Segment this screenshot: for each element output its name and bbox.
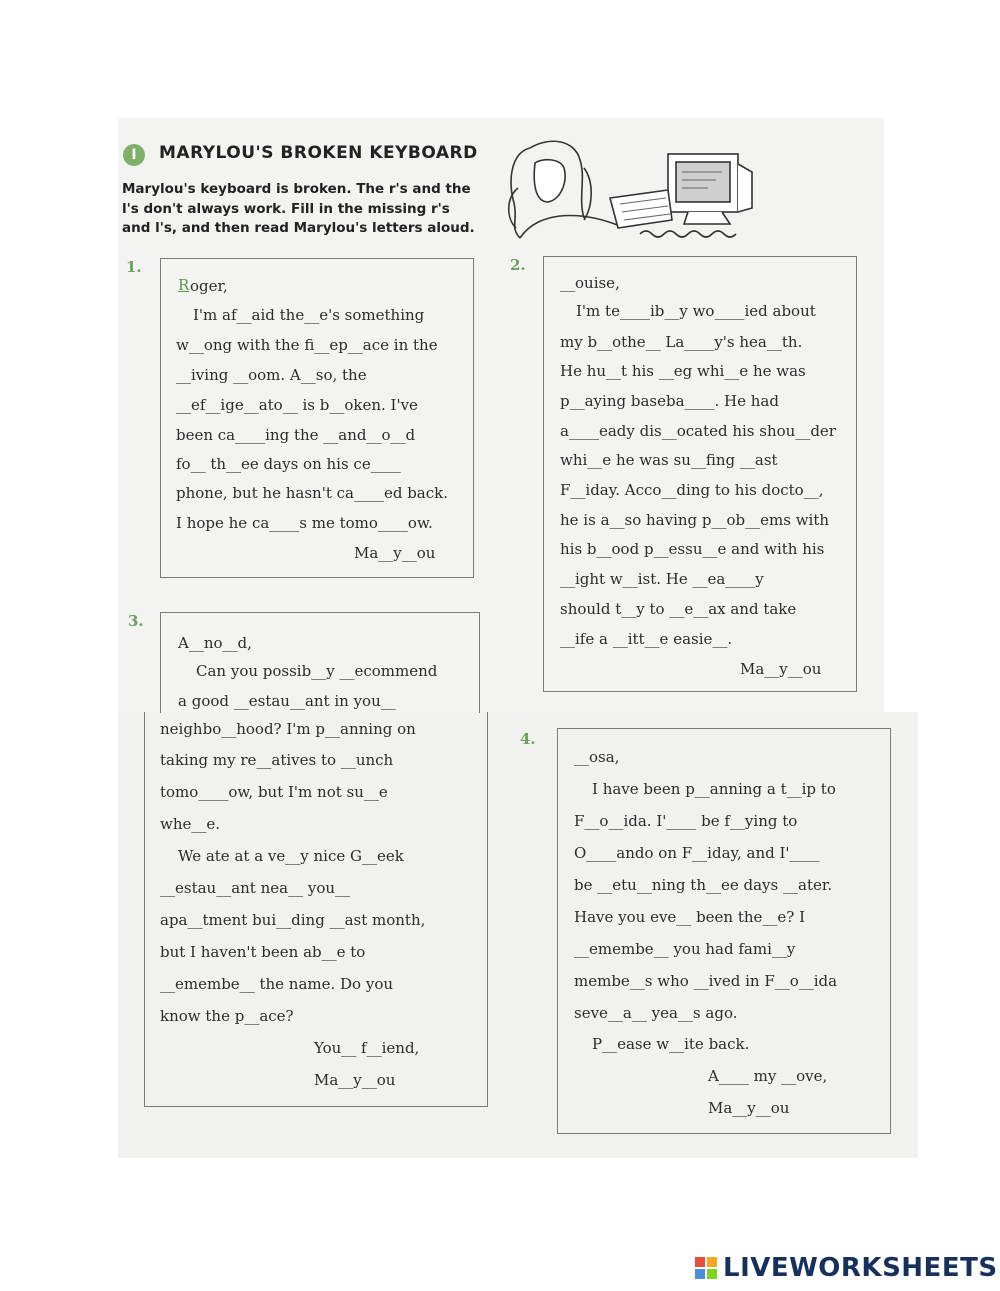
logo-block bbox=[695, 1269, 705, 1279]
signature: Ma__y__ou bbox=[740, 660, 822, 678]
letter-line: __iving __oom. A__so, the bbox=[176, 366, 367, 384]
closing: You__ f__iend, bbox=[314, 1039, 420, 1057]
letter-line: __emembe__ the name. Do you bbox=[160, 975, 394, 993]
letter-line: w__ong with the fi__ep__ace in the bbox=[176, 336, 438, 354]
logo-text: LIVEWORKSHEETS bbox=[723, 1253, 998, 1283]
exercise-number: 3. bbox=[128, 612, 144, 630]
woman-at-computer-illustration bbox=[500, 128, 770, 248]
letter-line: taking my re__atives to __unch bbox=[160, 751, 394, 769]
instructions: Marylou's keyboard is broken. The r's and the l's don't always work. Fill in the missing r's and l's, and then read Marylou's letters aloud. bbox=[122, 181, 475, 236]
section-number-badge: I bbox=[123, 144, 145, 166]
letter-line: but I haven't been ab__e to bbox=[160, 943, 366, 961]
letter-line: Can you possib__y __ecommend bbox=[196, 662, 438, 680]
letter-line: __ight w__ist. He __ea____y bbox=[560, 570, 764, 588]
letter-line: I have been p__anning a t__ip to bbox=[592, 780, 836, 798]
letter-box-2 bbox=[543, 256, 857, 692]
letter-line: I'm te____ib__y wo____ied about bbox=[576, 302, 816, 320]
letter-line: membe__s who __ived in F__o__ida bbox=[574, 972, 838, 990]
letter-line: __estau__ant nea__ you__ bbox=[160, 879, 351, 897]
filled-answer[interactable]: R bbox=[178, 276, 190, 294]
letter-line: F__iday. Acco__ding to his docto__, bbox=[560, 481, 824, 499]
letter-line: A__no__d, bbox=[178, 634, 252, 652]
letter-line: a good __estau__ant in you__ bbox=[178, 692, 396, 710]
letter-line: F__o__ida. I'____ be f__ying to bbox=[574, 812, 798, 830]
letter-line: I hope he ca____s me tomo____ow. bbox=[176, 514, 433, 532]
exercise-number: 1. bbox=[126, 258, 142, 276]
exercise-number: 2. bbox=[510, 256, 526, 274]
signature: Ma__y__ou bbox=[708, 1099, 790, 1117]
letter-line: apa__tment bui__ding __ast month, bbox=[160, 911, 426, 929]
signature: Ma__y__ou bbox=[354, 544, 436, 562]
letter-line: know the p__ace? bbox=[160, 1007, 294, 1025]
page-title: MARYLOU'S BROKEN KEYBOARD bbox=[159, 143, 478, 163]
letter-line: whe__e. bbox=[160, 815, 221, 833]
letter-line: should t__y to __e__ax and take bbox=[560, 600, 797, 618]
letter-line: O____ando on F__iday, and I'____ bbox=[574, 844, 820, 862]
letter-line: been ca____ing the __and__o__d bbox=[176, 426, 416, 444]
letter-line: his b__ood p__essu__e and with his bbox=[560, 540, 825, 558]
logo-block bbox=[707, 1257, 717, 1267]
logo-block bbox=[707, 1269, 717, 1279]
liveworksheets-logo bbox=[695, 1253, 998, 1283]
letter-line: __osa, bbox=[574, 748, 620, 766]
letter-line: __ef__ige__ato__ is b__oken. I've bbox=[176, 396, 418, 414]
letter-line: __ouise, bbox=[560, 274, 620, 292]
letter-line: P__ease w__ite back. bbox=[592, 1035, 750, 1053]
letter-line: seve__a__ yea__s ago. bbox=[574, 1004, 738, 1022]
letter-line: I'm af__aid the__e's something bbox=[193, 306, 425, 324]
letter-line: He hu__t his __eg whi__e he was bbox=[560, 362, 806, 380]
logo-blocks-icon bbox=[695, 1257, 717, 1279]
letter-line: p__aying baseba____. He had bbox=[560, 392, 779, 410]
letter-line: be __etu__ning th__ee days __ater. bbox=[574, 876, 833, 894]
letter-line: my b__othe__ La____y's hea__th. bbox=[560, 333, 803, 351]
letter-line: phone, but he hasn't ca____ed back. bbox=[176, 484, 449, 502]
closing: A____ my __ove, bbox=[708, 1067, 828, 1085]
letter-line: fo__ th__ee days on his ce____ bbox=[176, 455, 401, 473]
letter-line: We ate at a ve__y nice G__eek bbox=[178, 847, 404, 865]
letter-line: Have you eve__ been the__e? I bbox=[574, 908, 806, 926]
letter-line: __emembe__ you had fami__y bbox=[574, 940, 796, 958]
letter-line: oger, bbox=[190, 277, 228, 295]
letter-line: whi__e he was su__fing __ast bbox=[560, 451, 778, 469]
letter-line: he is a__so having p__ob__ems with bbox=[560, 511, 830, 529]
letter-line: a____eady dis__ocated his shou__der bbox=[560, 422, 836, 440]
exercise-number: 4. bbox=[520, 730, 536, 748]
signature: Ma__y__ou bbox=[314, 1071, 396, 1089]
logo-block bbox=[695, 1257, 705, 1267]
letter-line: __ife a __itt__e easie__. bbox=[560, 630, 733, 648]
letter-line: tomo____ow, but I'm not su__e bbox=[160, 783, 388, 801]
letter-line: neighbo__hood? I'm p__anning on bbox=[160, 720, 416, 738]
